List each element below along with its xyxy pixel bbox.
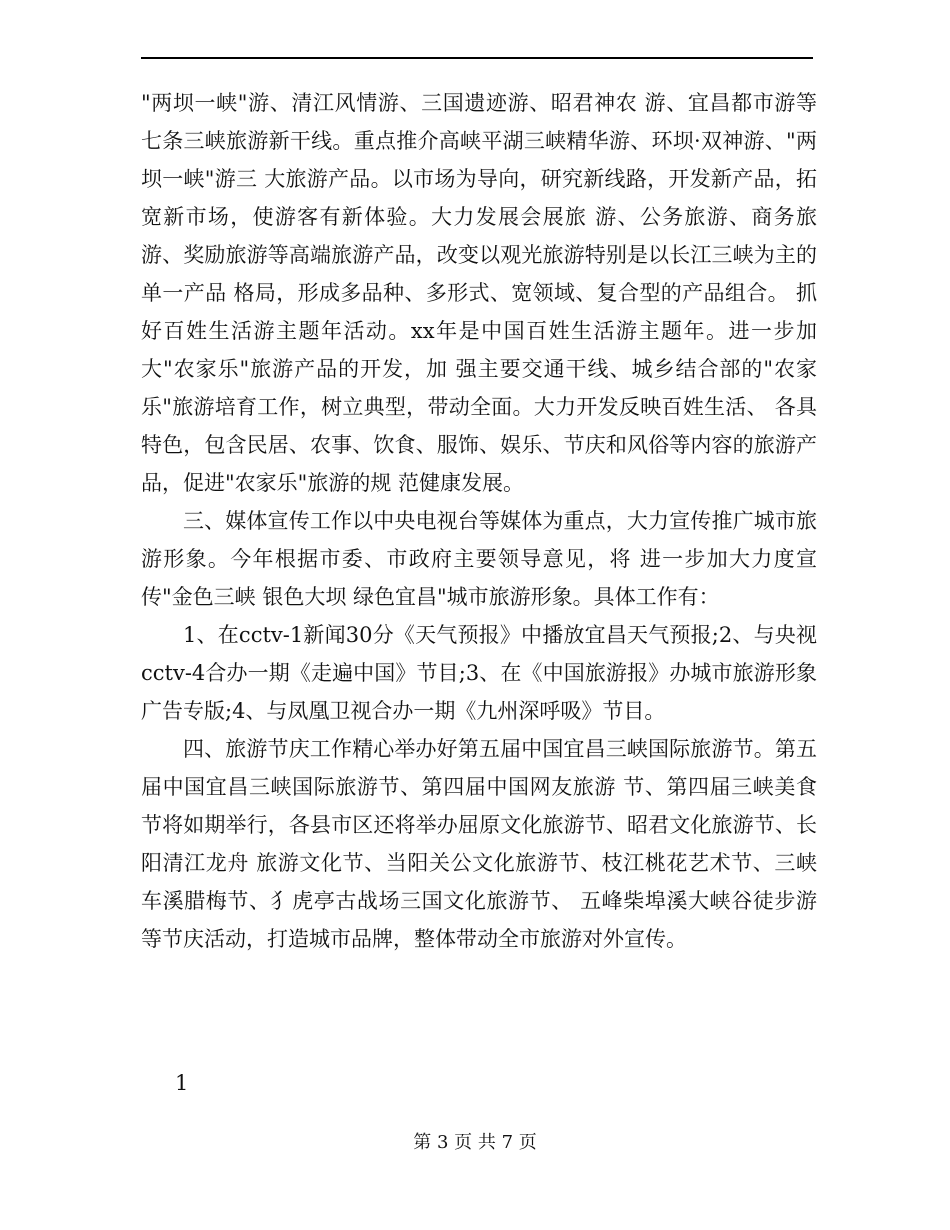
paragraph-tourism-products: "两坝一峡"游、清江风情游、三国遗迹游、昭君神农 游、宜昌都市游等七条三峡旅游新干线。重点推介高峡平湖三峡精华游、环坝·双神游、"两坝一峡"游三 大旅游产品。以市场为导向，研究新线路，开发新产品，拓宽新市场，使游客有新体验。大力发展会展旅 游、公务旅游、商务旅游、奖励旅游等高端旅游产品，改变以观光旅游特别是以长江三峡为主的单一产品 格局，形成多品种、多形式、宽领域、复合型的产品组合。 抓好百姓生活游主题年活动。xx年是中国百姓生活游主题年。进一步加大"农家乐"旅游产品的开发，加 强主要交通干线、城乡结合部的"农家乐"旅游培育工作，树立典型，带动全面。大力开发反映百姓生活、 各具特色，包含民居、农事、饮食、服饰、娱乐、节庆和风俗等内容的旅游产品，促进"农家乐"旅游的规 范健康发展。 (141, 91, 817, 495)
page-footer: 第 3 页 共 7 页 (413, 1132, 537, 1153)
paragraph-festivals: 四、旅游节庆工作精心举办好第五届中国宜昌三峡国际旅游节。第五届中国宜昌三峡国际旅游节、第四届中国网友旅游 节、第四届三峡美食节将如期举行，各县市区还将举办屈原文化旅游节、昭君文化旅游节、长阳清江龙舟 旅游文化节、当阳关公文化旅游节、枝江桃花艺术节、三峡车溪腊梅节、犭虎亭古战场三国文化旅游节、 五峰柴埠溪大峡谷徒步游等节庆活动，打造城市品牌，整体带动全市旅游对外宣传。 (141, 737, 817, 951)
stray-number: 1 (175, 1071, 189, 1095)
document-body (141, 84, 817, 958)
paragraph-media-items: 1、在cctv-1新闻30分《天气预报》中播放宜昌天气预报;2、与央视cctv-4合办一期《走遍中国》节目;3、在《中国旅游报》办城市旅游形象广告专版;4、与凤凰卫视合办一期《九州深呼吸》节目。 (141, 623, 817, 723)
header-rule (141, 57, 813, 59)
paragraph-media-publicity: 三、媒体宣传工作以中央电视台等媒体为重点，大力宣传推广城市旅游形象。今年根据市委、市政府主要领导意见，将 进一步加大力度宣传"金色三峡 银色大坝 绿色宜昌"城市旅游形象。具体工作有： (141, 509, 817, 609)
